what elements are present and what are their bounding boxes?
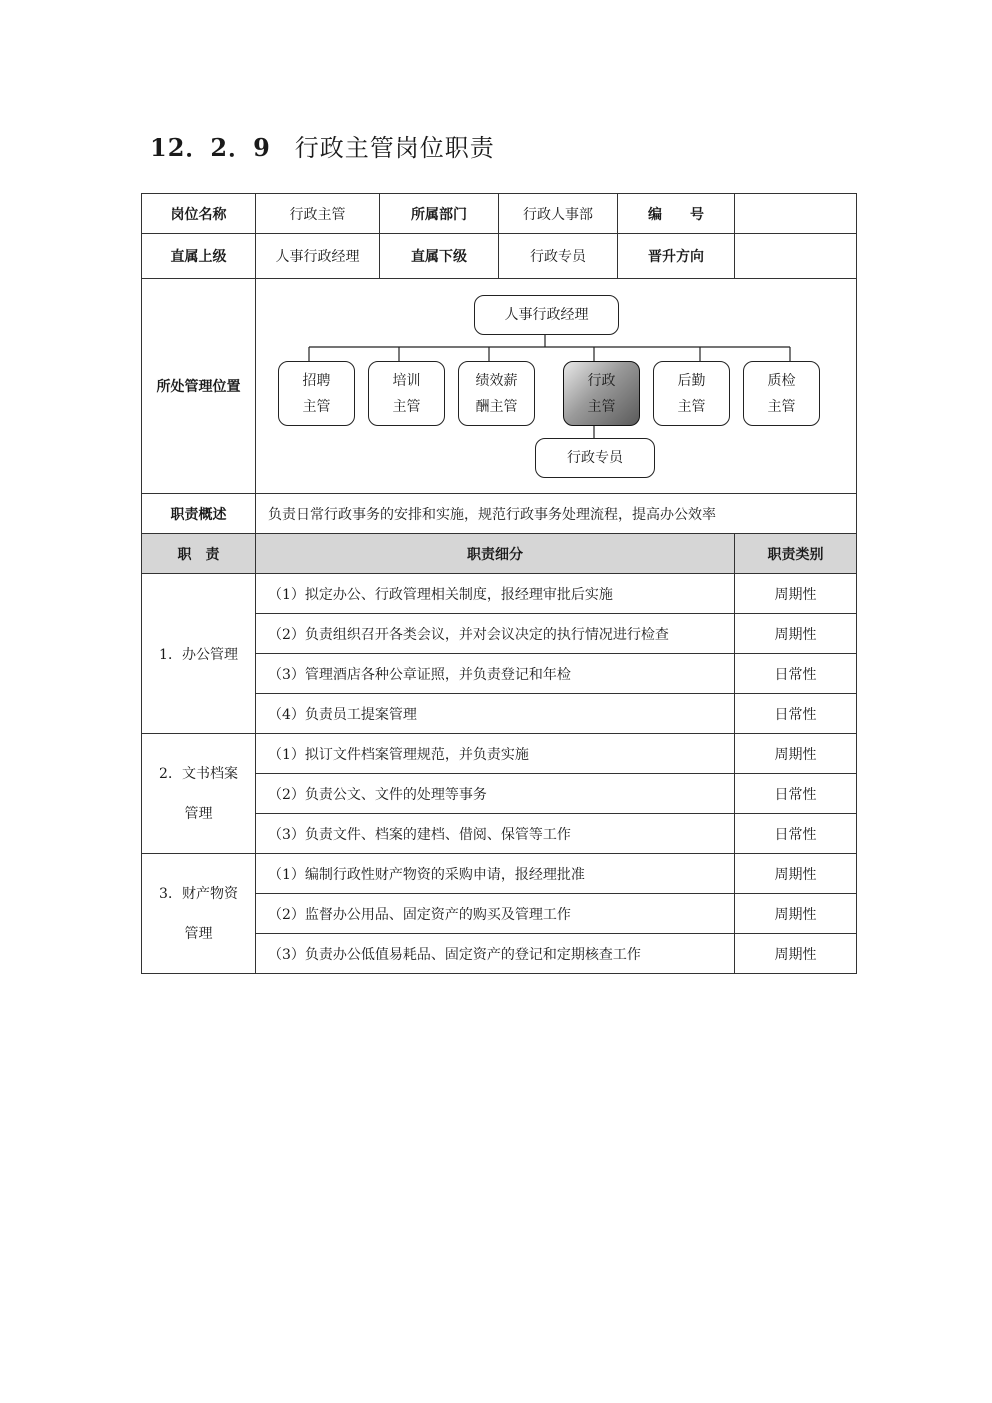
org-row bbox=[142, 279, 857, 494]
value-subordinate: 行政专员 bbox=[499, 234, 618, 279]
duty-item: （3）负责办公低值易耗品、固定资产的登记和定期核查工作 bbox=[256, 934, 735, 974]
table-row bbox=[142, 854, 857, 894]
value-superior: 人事行政经理 bbox=[256, 234, 380, 279]
duty-group-office: 1．办公管理 bbox=[142, 574, 256, 734]
org-chart bbox=[256, 279, 855, 493]
label-code: 编 号 bbox=[618, 194, 735, 234]
duty-item: （1）拟定办公、行政管理相关制度，报经理审批后实施 bbox=[256, 574, 735, 614]
section-title: 行政主管岗位职责 bbox=[294, 134, 495, 162]
duty-type: 日常性 bbox=[735, 654, 857, 694]
header-duty-detail: 职责细分 bbox=[256, 534, 735, 574]
duty-item: （3）负责文件、档案的建档、借阅、保管等工作 bbox=[256, 814, 735, 854]
org-node-compensation-supervisor: 绩效薪 酬主管 bbox=[458, 361, 535, 426]
org-chart-cell bbox=[256, 279, 857, 494]
org-node-training-supervisor: 培训 主管 bbox=[368, 361, 445, 426]
duty-type: 周期性 bbox=[735, 934, 857, 974]
duty-type: 日常性 bbox=[735, 774, 857, 814]
header-duty: 职 责 bbox=[142, 534, 256, 574]
duty-item: （3）管理酒店各种公章证照，并负责登记和年检 bbox=[256, 654, 735, 694]
duty-type: 日常性 bbox=[735, 694, 857, 734]
summary-row bbox=[142, 494, 857, 534]
duty-type: 日常性 bbox=[735, 814, 857, 854]
table-row bbox=[142, 734, 857, 774]
job-description-table bbox=[141, 193, 857, 974]
duty-item: （1）编制行政性财产物资的采购申请，报经理批准 bbox=[256, 854, 735, 894]
duty-type: 周期性 bbox=[735, 614, 857, 654]
duty-group-assets: 3．财产物资 管理 bbox=[142, 854, 256, 974]
duty-item: （2）负责组织召开各类会议，并对会议决定的执行情况进行检查 bbox=[256, 614, 735, 654]
org-node-admin-specialist: 行政专员 bbox=[535, 438, 655, 478]
summary-text: 负责日常行政事务的安排和实施，规范行政事务处理流程，提高办公效率 bbox=[256, 494, 857, 534]
duty-item: （4）负责员工提案管理 bbox=[256, 694, 735, 734]
duty-type: 周期性 bbox=[735, 854, 857, 894]
org-node-hr-admin-manager: 人事行政经理 bbox=[474, 295, 619, 335]
info-row-2 bbox=[142, 234, 857, 279]
duty-type: 周期性 bbox=[735, 574, 857, 614]
label-org-position: 所处管理位置 bbox=[142, 279, 256, 494]
value-promotion bbox=[735, 234, 857, 279]
org-node-admin-supervisor-current: 行政 主管 bbox=[563, 361, 640, 426]
org-node-qc-supervisor: 质检 主管 bbox=[743, 361, 820, 426]
label-subordinate: 直属下级 bbox=[380, 234, 499, 279]
org-node-logistics-supervisor: 后勤 主管 bbox=[653, 361, 730, 426]
label-promotion: 晋升方向 bbox=[618, 234, 735, 279]
duty-item: （2）监督办公用品、固定资产的购买及管理工作 bbox=[256, 894, 735, 934]
org-node-recruiting-supervisor: 招聘 主管 bbox=[278, 361, 355, 426]
header-duty-type: 职责类别 bbox=[735, 534, 857, 574]
table-row bbox=[142, 574, 857, 614]
label-summary: 职责概述 bbox=[142, 494, 256, 534]
value-position-name: 行政主管 bbox=[256, 194, 380, 234]
info-row-1 bbox=[142, 194, 857, 234]
label-department: 所属部门 bbox=[380, 194, 499, 234]
section-number: 12．2．9 bbox=[150, 133, 271, 162]
label-superior: 直属上级 bbox=[142, 234, 256, 279]
duty-type: 周期性 bbox=[735, 894, 857, 934]
label-position-name: 岗位名称 bbox=[142, 194, 256, 234]
duty-type: 周期性 bbox=[735, 734, 857, 774]
page-title bbox=[150, 128, 495, 163]
duty-group-documents: 2．文书档案 管理 bbox=[142, 734, 256, 854]
duty-item: （2）负责公文、文件的处理等事务 bbox=[256, 774, 735, 814]
duty-header-row bbox=[142, 534, 857, 574]
value-code bbox=[735, 194, 857, 234]
value-department: 行政人事部 bbox=[499, 194, 618, 234]
duty-item: （1）拟订文件档案管理规范，并负责实施 bbox=[256, 734, 735, 774]
